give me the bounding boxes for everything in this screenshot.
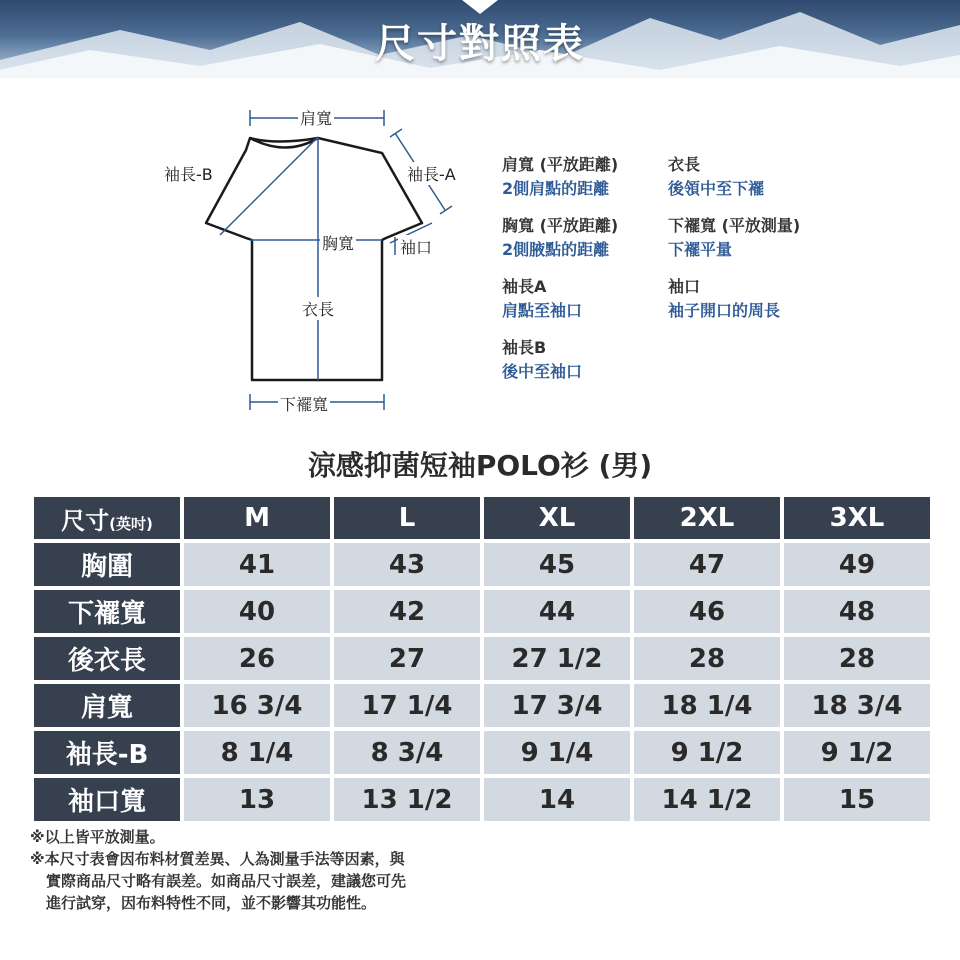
table-cell: 26 [184, 637, 330, 680]
column-header: 3XL [784, 497, 930, 539]
row-header: 袖長-B [34, 731, 180, 774]
table-cell: 41 [184, 543, 330, 586]
shirt-outline [150, 95, 480, 425]
legend-item-sleeve-b [502, 336, 582, 384]
note-line: ※本尺寸表會因布料材質差異、人為測量手法等因素，與 [30, 850, 405, 868]
table-cell: 9 1/4 [484, 731, 630, 774]
label-hem: 下襬寬 [278, 392, 330, 415]
table-cell: 16 3/4 [184, 684, 330, 727]
table-header-row [34, 497, 930, 539]
column-header: L [334, 497, 480, 539]
note-line: 進行試穿，因布料特性不同，並不影響其功能性。 [46, 894, 377, 912]
table-cell: 28 [784, 637, 930, 680]
table-cell: 9 1/2 [634, 731, 780, 774]
table-row [34, 543, 930, 586]
legend-term: 袖長B [502, 338, 547, 357]
table-cell: 8 3/4 [334, 731, 480, 774]
table-cell: 13 1/2 [334, 778, 480, 821]
legend-desc: 袖子開口的周長 [668, 301, 781, 320]
table-cell: 47 [634, 543, 780, 586]
note-line: ※以上皆平放測量。 [30, 828, 165, 846]
label-sleeve-a: 袖長-A [405, 162, 458, 185]
table-cell: 15 [784, 778, 930, 821]
column-header: 2XL [634, 497, 780, 539]
table-cell: 18 3/4 [784, 684, 930, 727]
label-length: 衣長 [300, 297, 336, 320]
legend-item-length [668, 153, 764, 201]
table-cell: 27 1/2 [484, 637, 630, 680]
legend-term: 袖長A [502, 277, 547, 296]
banner-notch [462, 0, 498, 14]
table-cell: 46 [634, 590, 780, 633]
table-cell: 42 [334, 590, 480, 633]
corner-label: 尺寸 [61, 506, 110, 535]
table-cell: 27 [334, 637, 480, 680]
table-cell: 44 [484, 590, 630, 633]
legend-desc: 後領中至下襬 [668, 179, 765, 198]
corner-unit: (英吋) [109, 514, 153, 533]
label-shoulder: 肩寬 [298, 106, 334, 129]
label-sleeve-b: 袖長-B [162, 162, 215, 185]
table-cell: 49 [784, 543, 930, 586]
legend-term: 下襬寬 (平放測量) [668, 216, 801, 235]
table-cell: 9 1/2 [784, 731, 930, 774]
table-cell: 28 [634, 637, 780, 680]
legend-item-sleeve-a [502, 275, 582, 323]
legend-item-shoulder [502, 153, 618, 201]
product-title: 涼感抑菌短袖POLO衫 (男) [307, 449, 653, 482]
table-row [34, 684, 930, 727]
legend-desc: 後中至袖口 [502, 362, 583, 381]
table-row [34, 778, 930, 821]
header-banner [0, 0, 960, 78]
table-cell: 40 [184, 590, 330, 633]
footnotes [30, 826, 406, 914]
table-cell: 45 [484, 543, 630, 586]
legend-desc: 下襬平量 [668, 240, 733, 259]
legend-desc: 2側肩點的距離 [502, 179, 610, 198]
row-header: 肩寬 [34, 684, 180, 727]
table-corner-header [34, 497, 180, 539]
row-header: 下襬寬 [34, 590, 180, 633]
legend-item-chest [502, 214, 618, 262]
legend-term: 衣長 [668, 155, 701, 174]
legend-term: 肩寬 (平放距離) [502, 155, 619, 174]
legend-term: 袖口 [668, 277, 701, 296]
table-cell: 18 1/4 [634, 684, 780, 727]
table-row [34, 731, 930, 774]
row-header: 袖口寬 [34, 778, 180, 821]
label-chest: 胸寬 [320, 231, 356, 254]
note-line: 實際商品尺寸略有誤差。如商品尺寸誤差，建議您可先 [46, 872, 407, 890]
legend-term: 胸寬 (平放距離) [502, 216, 619, 235]
label-cuff: 袖口 [398, 235, 434, 258]
table-cell: 17 3/4 [484, 684, 630, 727]
legend-item-hem [668, 214, 800, 262]
column-header: XL [484, 497, 630, 539]
table-cell: 14 1/2 [634, 778, 780, 821]
table-cell: 8 1/4 [184, 731, 330, 774]
table-cell: 48 [784, 590, 930, 633]
table-cell: 17 1/4 [334, 684, 480, 727]
row-header: 胸圍 [34, 543, 180, 586]
table-cell: 13 [184, 778, 330, 821]
table-cell: 43 [334, 543, 480, 586]
banner-title: 尺寸對照表 [375, 21, 585, 67]
table-row [34, 590, 930, 633]
size-table [30, 493, 934, 825]
column-header: M [184, 497, 330, 539]
row-header: 後衣長 [34, 637, 180, 680]
table-row [34, 637, 930, 680]
legend-desc: 2側腋點的距離 [502, 240, 610, 259]
table-cell: 14 [484, 778, 630, 821]
legend-desc: 肩點至袖口 [502, 301, 583, 320]
legend-item-cuff [668, 275, 780, 323]
